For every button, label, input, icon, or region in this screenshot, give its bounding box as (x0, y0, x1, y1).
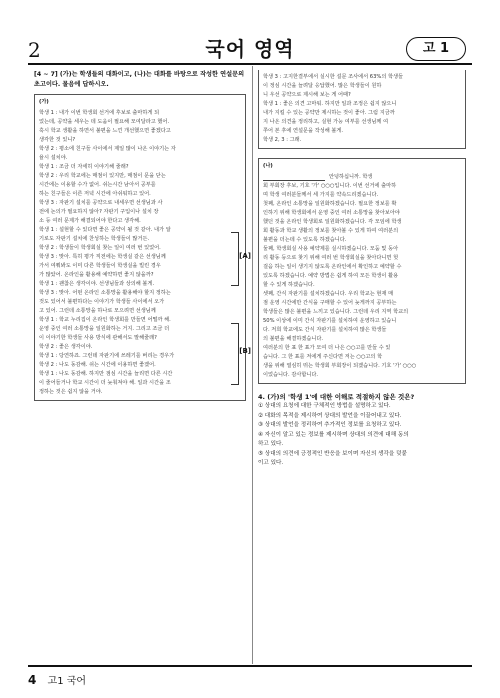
answer-blank (263, 174, 325, 181)
dialogue-line: 학생 1 : 조금 더 자세히 이야기해 줄래? (39, 164, 129, 170)
dialogue-line: 니 우선 공약으로 제시해 보는 게 어때? (263, 92, 351, 98)
answer-option: ⑤ 상대의 의견에 긍정적인 반응을 보이며 자신의 생각을 덧붙 (258, 450, 407, 457)
greeting-text: 안녕하십니까. 학생 (329, 174, 373, 180)
dialogue-line: 이 줄어들거나 학교 시간이 더 늦춰져야 해. 일과 시간을 조 (39, 380, 171, 386)
bracket-a-mark (231, 232, 239, 286)
grade-badge: 고 1 (406, 37, 466, 61)
speech-line: 불편을 더는데 수 있도록 하겠습니다. (263, 237, 347, 243)
footer-page-number: 4 (28, 673, 37, 687)
right-column (258, 70, 466, 469)
dialogue-line: 혹시 학교 생활을 하면서 불편을 느낀 개선했으면 좋겠다고 (39, 128, 171, 134)
dialogue-line: 정하는 것은 쉽지 않을 거야. (39, 389, 103, 395)
answer-option: ① 상대의 요청에 대한 구체적인 방법을 설명하고 있다. (258, 403, 391, 409)
dialogue-line: 이 정심 시간을 늘려달 응답했어. 많은 학생들이 원하 (263, 83, 382, 89)
dialogue-line: 학생 2 : 학생들이 학생회실 찾는 일이 여러 번 있었어. (39, 245, 161, 251)
instruction-text: [4 ~ 7] (가)는 학생들의 대화이고, (나)는 대화를 바탕으로 작성한 연설문의 초고이다. 물음에 답하시오. (34, 71, 245, 88)
dialogue-line: 가 많았어. 온라인을 활용해 예약하면 좋지 않을까? (39, 272, 154, 278)
question-4-options (258, 402, 466, 469)
answer-option: ④ 자신이 알고 있는 정보를 제시하며 상대의 의견에 대해 동의 (258, 431, 409, 438)
dialogue-line: 이 이야기한 학생들 사용 방식에 관해서도 말해줄래? (39, 335, 157, 341)
page-title: 국어 영역 (205, 37, 295, 61)
speech-line: 셋째, 간식 자판기를 설치하겠습니다. 우리 학교는 현재 매 (263, 291, 394, 297)
dialogue-line: 학생 1 : 괜찮은 생각이야. 선생님들과 상의해 볼게. (39, 281, 155, 287)
dialogue-line: 었는데, 공약을 세우는 데 도움이 필요해 모여달라고 했어. (39, 119, 170, 125)
dialogue-line: 시간에는 이용할 수가 없어. 쉬는시간 남아서 공부를 (39, 182, 156, 188)
passage-a-box (34, 94, 251, 401)
passage-a-continued-lines (263, 73, 461, 145)
speech-line: 며 학생 여러분들께서 세 가지를 약속드리겠습니다. (263, 192, 379, 198)
speech-line: 50% 이상에 이미 간식 자판기를 설치하여 운영하고 있습니 (263, 318, 397, 324)
passage-a-label: (가) (39, 99, 49, 105)
speech-line: 회 활동과 학교 생활의 정보를 찾아볼 수 있게 하여 여러분의 (263, 228, 399, 234)
footer-label: 고1 국어 (47, 676, 87, 687)
footer-rule (28, 665, 472, 667)
dialogue-line: 학생 3 : 고지한결부에서 실시한 설문 조사에서 63%의 학생들 (263, 74, 404, 80)
dialogue-line: 고 있어. 그런데 소통망을 하나로 모으려면 선생님께 (39, 308, 156, 314)
dialogue-line: 학생 1 : 당연하죠. 그런데 자판기에 쓰레기를 버리는 경우가 (39, 353, 175, 359)
passage-b-box (258, 158, 466, 384)
dialogue-line: 생각한 것 있니? (39, 137, 76, 143)
passage-b-label: (나) (263, 163, 273, 169)
bracket-a-label: [A] (239, 252, 251, 260)
speech-line: 생을 위해 열심히 뛰는 학생회 부회장이 되겠습니다. 기호 '가' ○○○ (263, 363, 417, 369)
answer-option: 하고 있다. (258, 441, 284, 447)
column-divider (252, 66, 253, 664)
dialogue-line: 운영 중인 여러 소통망을 일원화하는 거지. 그리고 조금 더 (39, 326, 170, 332)
passage-a-lines (39, 109, 241, 397)
dialogue-line: 학생 1 : 좋은 의견 고마워. 하지만 일과 조정은 쉽지 않으니 (263, 101, 397, 107)
answer-option: ② 대화의 목적을 제시하여 상대의 발언을 이끌어내고 있다. (258, 412, 402, 419)
passage-b-lines (263, 182, 461, 380)
greeting-line (263, 173, 461, 182)
speech-line: 둘째, 학생회실 사용 예약제를 실시하겠습니다. 모둠 및 동아 (263, 246, 399, 252)
dialogue-line: 학생 3 : 자판기 설치를 공약으로 내세우면 선생님과 사 (39, 200, 163, 206)
speech-line: 회 부회장 후보, 기호 '가' ○○○입니다. 이번 선거에 출마하 (263, 183, 397, 189)
dialogue-line: 기로도 자판기 설치에 찬성하는 학생들이 많거든. (39, 236, 150, 242)
speech-line: 의 불편을 해결하겠습니다. (263, 336, 324, 342)
dialogue-line: 것도 있어서 불편하다는 이야기가 학생들 사이에서 오가 (39, 299, 165, 305)
footer (28, 672, 86, 687)
speech-line: 다. 저희 학교에도 간식 자판기를 설치하여 많은 학생들 (263, 327, 387, 333)
page-number: 2 (28, 38, 41, 62)
dialogue-line: 학생 1 : 나도 동감해. 하지만 점심 시간을 늘리면 다른 시간 (39, 371, 173, 377)
question-4-stem: 4. (가)의 '학생 1'에 대한 이해로 적절하지 않은 것은? (258, 393, 415, 401)
dialogue-line: 소 등 여러 문제가 해결되어야 한다고 생각해. (39, 218, 141, 224)
dialogue-line: 율시 설치야. (39, 155, 68, 161)
dialogue-line: 전에 논의가 필요하지 않아? 자판기 구입이나 설치 장 (39, 209, 159, 215)
dialogue-line: 학생 2, 3 : 그래. (263, 137, 302, 143)
speech-line: 첫째, 온라인 소통망을 일원화하겠습니다. 필요한 정보를 확 (263, 201, 397, 207)
speech-line: 습니다. 그 한 표를 저에게 주신다면 저는 ○○고의 학 (263, 354, 383, 360)
left-column (34, 70, 251, 401)
speech-line: 있도록 하겠습니다. 예약 방법은 쉽게 하여 모든 학생이 활용 (263, 273, 399, 279)
dialogue-line: 지 나온 의견을 정리하고, 실현 가능 여부를 선생님께 여 (263, 119, 389, 125)
dialogue-line: 학생 3 : 맞아. 특히 평가 직전에는 학생실 같은 선생님께 (39, 254, 166, 260)
speech-line: 걸음 하는 일이 생기지 않도록 온라인에서 확인하고 예약할 수 (263, 264, 402, 270)
passage-a-continued-box (258, 70, 466, 149)
dialogue-line: 학생 1 : 내가 이번 학생회 선거에 후보로 출마하게 되 (39, 110, 160, 116)
bracket-b-label: [B] (239, 347, 251, 355)
dialogue-line: 하는 친구들은 이른 저녁 시간에 아쉬워하고 있어. (39, 191, 151, 197)
speech-line: 할 수 있게 하겠습니다. (263, 282, 315, 288)
dialogue-line: 학생 1 : 설현할 수 있다면 좋은 공약이 될 것 같아. 내가 알 (39, 227, 171, 233)
dialogue-line: 학생 2 : 평소에 친구들 사이에서 제일 많이 나온 이야기는 자 (39, 146, 176, 152)
speech-line: 학생들은 많은 불편을 느끼고 있습니다. 그런데 우리 지역 학교의 (263, 309, 409, 315)
dialogue-line: 학생 2 : 우리 학교에는 매점이 있지만, 매점이 문을 닫는 (39, 173, 166, 179)
speech-line: 했던 것을 온라인 학생회로 일원화하겠습니다. 각 모임에 학생 (263, 219, 402, 225)
answer-option: ③ 상대의 발언을 정리하여 추가적인 정보를 요청하고 있다. (258, 422, 402, 428)
speech-line: 이었습니다. 감사합니다. (263, 372, 319, 378)
dialogue-line: 학생 3 : 맞아. 어떤 온라인 소통망을 활용해야 할지 정하는 (39, 290, 171, 296)
answer-option: 이고 있다. (258, 460, 284, 466)
dialogue-line: 내가 지킬 수 있는 공약만 제시하는 것이 좋아. 그럼 지금까 (263, 110, 395, 116)
dialogue-line: 학생 2 : 좋은 생각이야. (39, 344, 93, 350)
bracket-b-mark (231, 323, 239, 385)
speech-line: 점 운영 시간에만 간식을 구매할 수 있어 늦게까지 공부하는 (263, 300, 397, 306)
speech-line: 여러분의 한 표 한 표가 모여 더 나은 ○○고를 만들 수 있 (263, 345, 391, 351)
dialogue-line: 쭈어 본 후에 연설문을 작성해 볼게. (263, 128, 344, 134)
dialogue-line: 가서 여쭤봐도 이미 다른 학생들이 학생실을 빌린 경우 (39, 263, 161, 269)
speech-line: 인하기 위해 학생회에서 운영 중인 여러 소통망을 찾아보아야 (263, 210, 400, 216)
dialogue-line: 학생 2 : 나도 동감해. 쉬는 시간에 이용하면 좋겠어. (39, 362, 156, 368)
dialogue-line: 학생 1 : 학교 누리집이 온라인 학생회를 만들면 어떨까 해. (39, 317, 171, 323)
header-rule (28, 63, 472, 65)
speech-line: 리 활동 등으로 찾기 위해 여러 번 학생회실을 찾아다니면 헛 (263, 255, 399, 261)
